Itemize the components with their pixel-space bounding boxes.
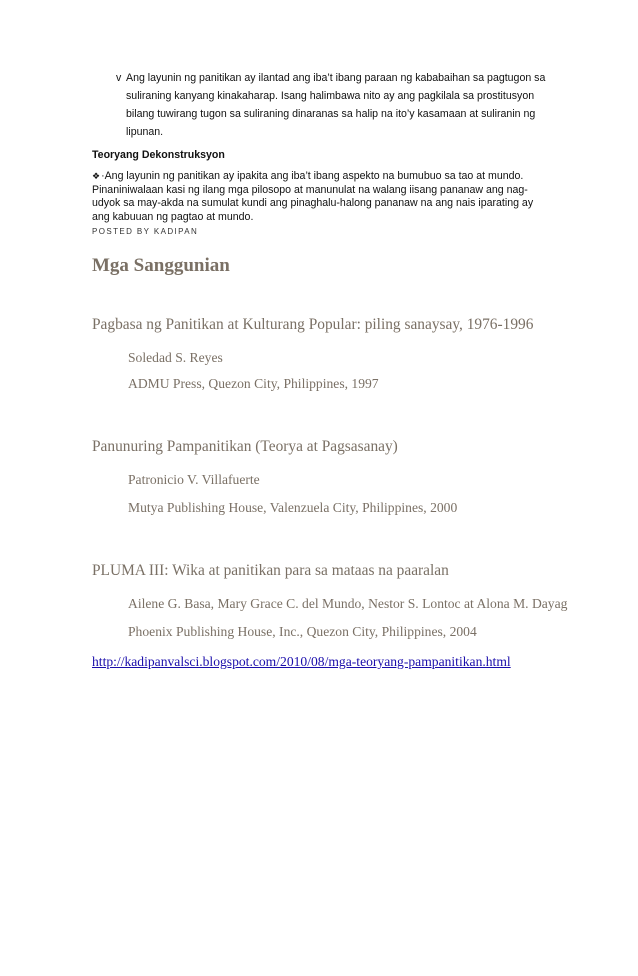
reference-author: Soledad S. Reyes (128, 350, 223, 365)
bullet-marker: v (116, 72, 122, 84)
posted-by: POSTED BY KADIPAN (92, 227, 199, 236)
source-link[interactable]: http://kadipanvalsci.blogspot.com/2010/08/mga-teoryang-pampanitikan.html (92, 654, 511, 669)
reference-title: Panunuring Pampanitikan (Teorya at Pagsasanay) (92, 438, 398, 455)
section-paragraph (92, 170, 552, 224)
bullet-line (116, 69, 556, 87)
reference-author: Patronicio V. Villafuerte (128, 472, 260, 487)
reference-publisher: Mutya Publishing House, Valenzuela City, Philippines, 2000 (128, 500, 458, 515)
bullet-paragraph (116, 69, 556, 141)
bullet-line: bilang tuwirang tugon sa suliraning dinaranas sa halip na ito’y kasamaan at suliranin ng (126, 108, 536, 120)
bullet-line: lipunan. (126, 126, 164, 138)
section-heading: Teoryang Dekonstruksyon (92, 149, 225, 161)
references-title: Mga Sanggunian (92, 255, 230, 276)
paragraph-line-text: ·Ang layunin ng panitikan ay ipakita ang iba’t ibang aspekto na bumubuo sa tao at mundo. (101, 170, 524, 182)
diamond-bullet-icon: ❖ (92, 171, 101, 181)
bullet-line: suliraning kanyang kinakaharap. Isang halimbawa nito ay ang pagkilala sa prostitusyon (126, 90, 535, 102)
reference-publisher: Phoenix Publishing House, Inc., Quezon City, Philippines, 2004 (128, 624, 477, 639)
paragraph-line (92, 170, 552, 184)
reference-author: Ailene G. Basa, Mary Grace C. del Mundo, Nestor S. Lontoc at Alona M. Dayag (128, 596, 568, 611)
reference-title: Pagbasa ng Panitikan at Kulturang Popular: piling sanaysay, 1976-1996 (92, 316, 534, 333)
bullet-line-text: Ang layunin ng panitikan ay ilantad ang iba’t ibang paraan ng kababaihan sa pagtugon sa (126, 72, 546, 84)
reference-publisher: ADMU Press, Quezon City, Philippines, 1997 (128, 376, 379, 391)
paragraph-line: udyok sa may-akda na sumulat kundi ang pinaghalu-halong pananaw na ang nais iparating ay (92, 197, 534, 210)
paragraph-line: Pinaniniwalaan kasi ng ilang mga pilosopo at manunulat na walang iisang pananaw ang nag- (92, 183, 528, 196)
reference-title: PLUMA III: Wika at panitikan para sa mataas na paaralan (92, 562, 449, 579)
paragraph-line: ang kabuuan ng pagtao at mundo. (92, 210, 254, 223)
